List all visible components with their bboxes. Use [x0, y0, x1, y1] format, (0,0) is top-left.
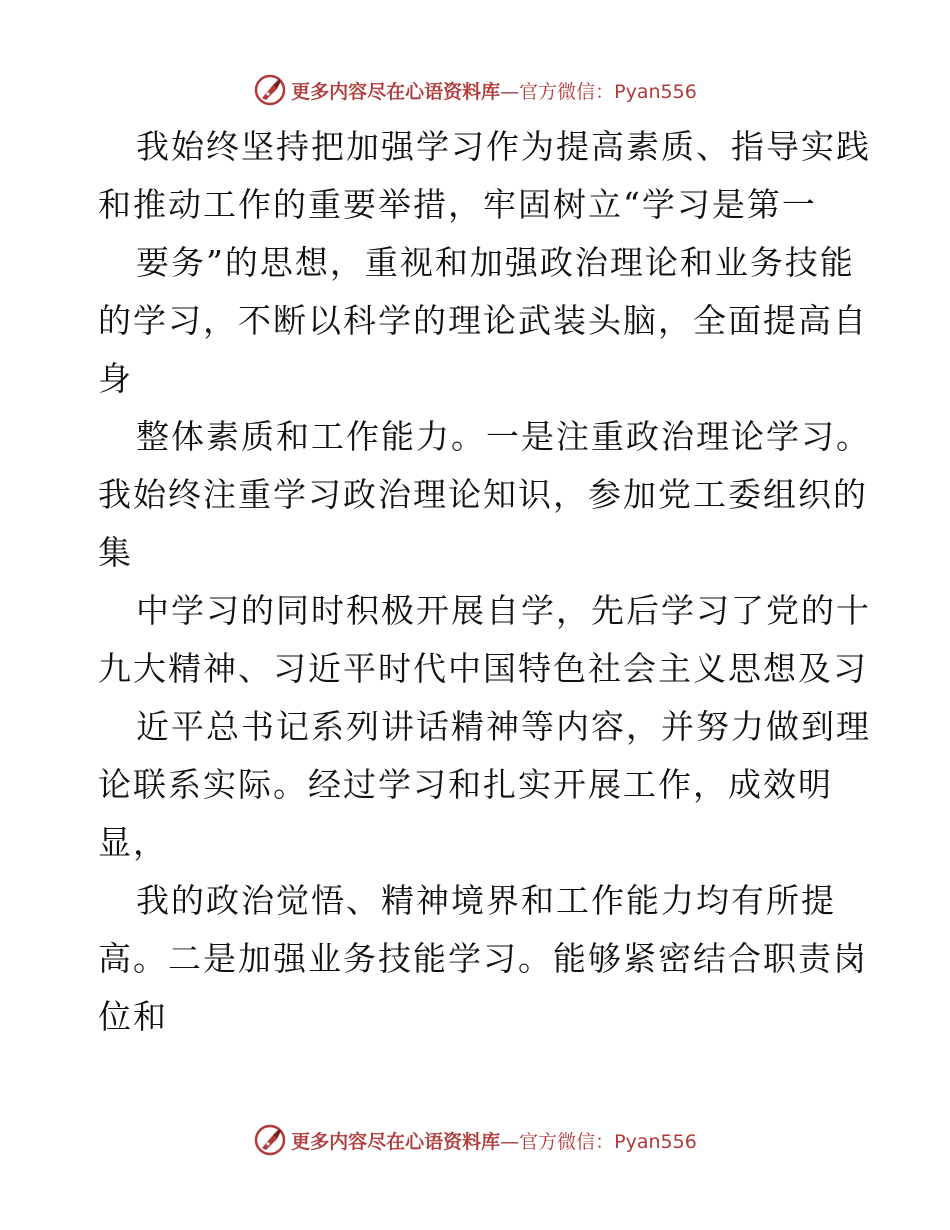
text-line: 身: [98, 359, 133, 398]
footer-banner-text: [291, 1127, 697, 1154]
text-line: 集: [98, 533, 133, 572]
text-line: 高。二是加强业务技能学习。能够紧密结合职责岗: [98, 939, 868, 978]
text-line: 要务”的思想，重视和加强政治理论和业务技能: [136, 243, 855, 282]
text-line: 论联系实际。经过学习和扎实开展工作，成效明: [98, 765, 833, 804]
text-line: 九大精神、习近平时代中国特色社会主义思想及习: [98, 649, 868, 688]
text-line: 和推动工作的重要举措，牢固树立“学习是第一: [98, 185, 817, 224]
text-line: 位和: [98, 997, 168, 1036]
footer-separator: —: [500, 1130, 520, 1153]
header-contact: 官方微信：Pyan556: [519, 80, 697, 103]
footer-banner: [0, 1120, 950, 1160]
header-separator: —: [500, 80, 520, 103]
pen-nib-logo-icon: [253, 1123, 287, 1157]
text-line: 我的政治觉悟、精神境界和工作能力均有所提: [136, 881, 836, 920]
text-line: 我始终坚持把加强学习作为提高素质、指导实践: [136, 127, 871, 166]
text-line: 整体素质和工作能力。一是注重政治理论学习。: [136, 417, 871, 456]
footer-contact: 官方微信：Pyan556: [519, 1130, 697, 1153]
header-banner-text: [291, 77, 697, 104]
text-line: 显，: [98, 823, 168, 862]
footer-brand: 更多内容尽在心语资料库: [291, 1130, 501, 1153]
text-line: 的学习，不断以科学的理论武装头脑，全面提高自: [98, 301, 868, 340]
header-banner: [0, 70, 950, 110]
text-line: 我始终注重学习政治理论知识，参加党工委组织的: [98, 475, 868, 514]
text-line: 中学习的同时积极开展自学，先后学习了党的十: [136, 591, 871, 630]
pen-nib-logo-icon: [253, 73, 287, 107]
text-line: 近平总书记系列讲话精神等内容，并努力做到理: [136, 707, 871, 746]
header-brand: 更多内容尽在心语资料库: [291, 80, 501, 103]
document-body: [98, 118, 871, 1046]
